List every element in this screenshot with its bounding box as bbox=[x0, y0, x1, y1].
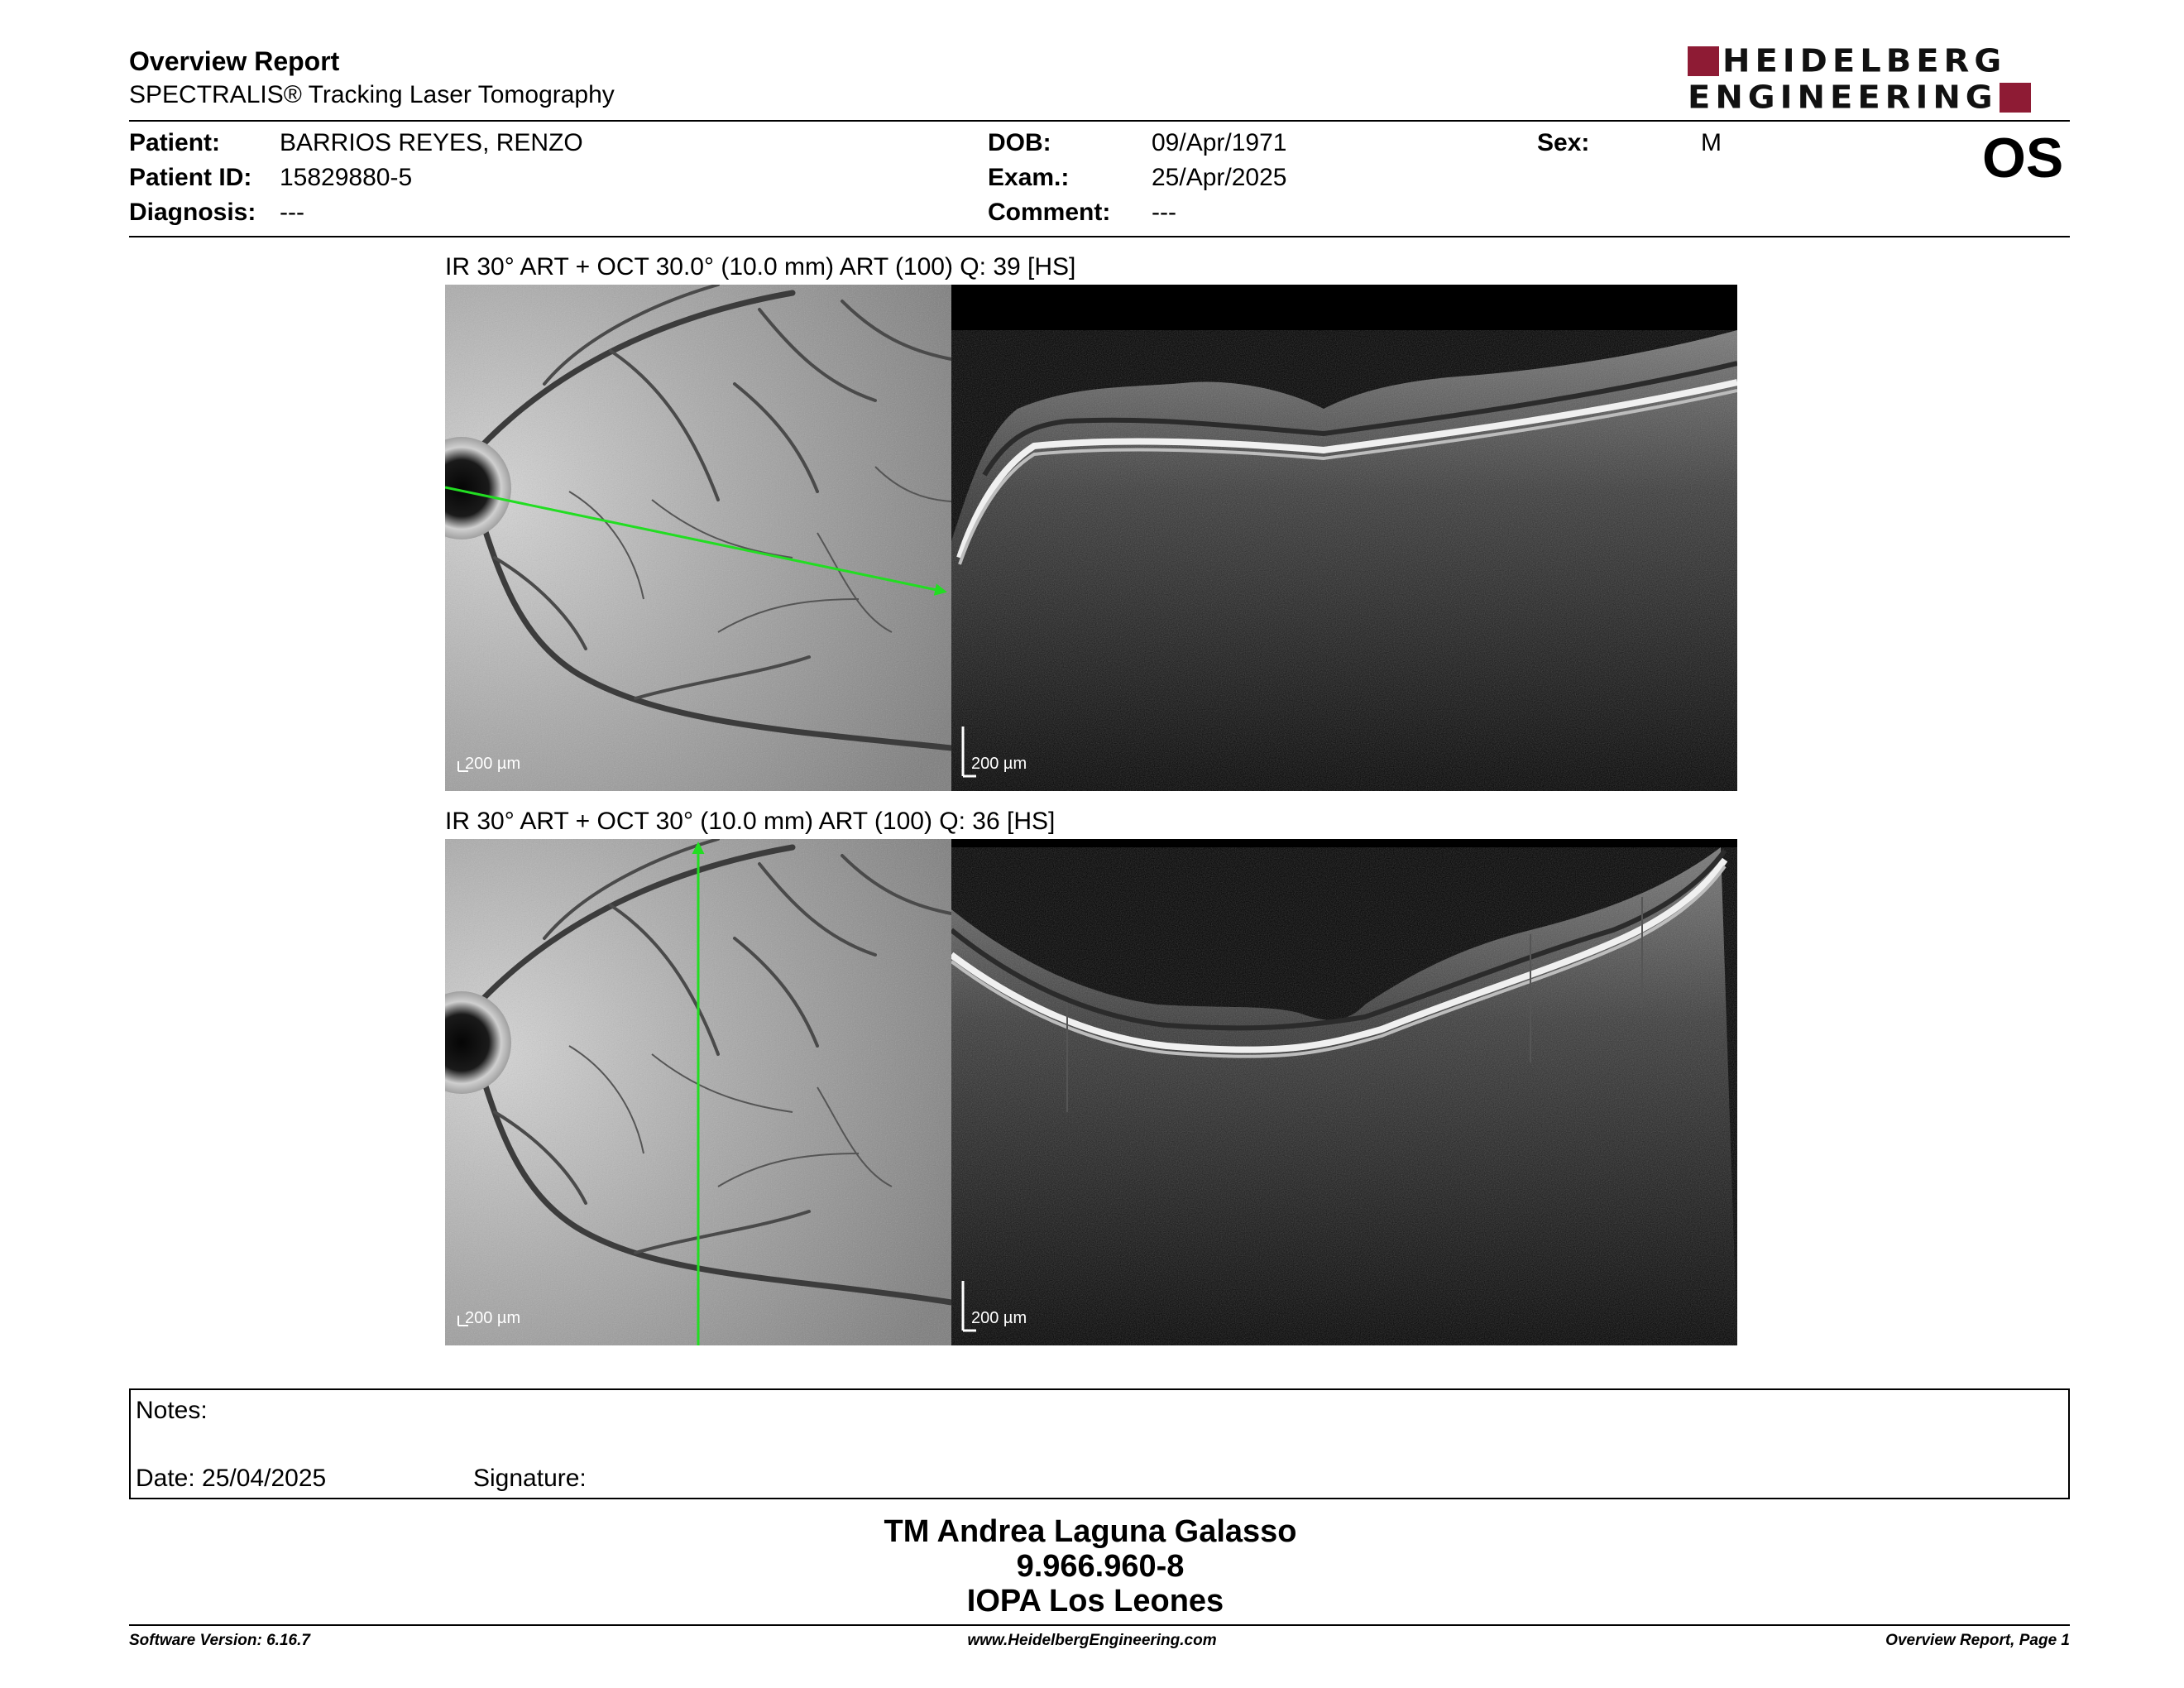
report-title: Overview Report bbox=[129, 46, 340, 76]
logo-line-1: HEIDELBERG bbox=[1722, 43, 2007, 79]
signatory-institution: IOPA Los Leones bbox=[966, 1584, 1224, 1618]
software-version: Software Version: 6.16.7 bbox=[129, 1632, 310, 1649]
dob-label: DOB: bbox=[988, 129, 1051, 156]
patient-name: BARRIOS REYES, RENZO bbox=[280, 129, 583, 156]
scan-1-oct-image[interactable] bbox=[951, 285, 1737, 791]
signature-label: Signature: bbox=[473, 1465, 587, 1492]
sex-value: M bbox=[1701, 129, 1722, 156]
scan-1-oct-scale: 200 µm bbox=[971, 755, 1027, 773]
signatory-id: 9.966.960-8 bbox=[1016, 1549, 1185, 1584]
scan-2-fundus-scale: 200 µm bbox=[465, 1309, 521, 1327]
info-divider bbox=[129, 236, 2070, 237]
report-subtitle: SPECTRALIS® Tracking Laser Tomography bbox=[129, 81, 615, 108]
notes-label: Notes: bbox=[136, 1397, 208, 1424]
patient-label: Patient: bbox=[129, 129, 221, 156]
scan-2-oct-image[interactable] bbox=[951, 839, 1737, 1345]
eye-indicator: OS bbox=[1982, 127, 2064, 189]
patient-id: 15829880-5 bbox=[280, 164, 413, 191]
comment-label: Comment: bbox=[988, 199, 1111, 226]
notes-box[interactable] bbox=[129, 1388, 2070, 1499]
scan-2-caption: IR 30° ART + OCT 30° (10.0 mm) ART (100) Q: 36 [HS] bbox=[445, 808, 1056, 835]
patient-id-label: Patient ID: bbox=[129, 164, 252, 191]
page-indicator: Overview Report, Page 1 bbox=[1885, 1632, 2070, 1649]
footer-divider bbox=[129, 1624, 2070, 1626]
header-divider bbox=[129, 120, 2070, 122]
logo-square-icon bbox=[2000, 83, 2031, 113]
scan-2-fundus-image[interactable] bbox=[445, 839, 951, 1345]
scan-1-caption: IR 30° ART + OCT 30.0° (10.0 mm) ART (100) Q: 39 [HS] bbox=[445, 253, 1076, 281]
heidelberg-logo bbox=[1688, 45, 2068, 119]
diagnosis-label: Diagnosis: bbox=[129, 199, 256, 226]
scan-1-fundus-image[interactable] bbox=[445, 285, 951, 791]
notes-date: Date: 25/04/2025 bbox=[136, 1465, 327, 1492]
exam-label: Exam.: bbox=[988, 164, 1070, 191]
scan-1-fundus-scale: 200 µm bbox=[465, 755, 521, 773]
comment-value: --- bbox=[1152, 199, 1176, 226]
diagnosis-value: --- bbox=[280, 199, 304, 226]
logo-line-2: ENGINEERING bbox=[1688, 79, 1998, 116]
exam-value: 25/Apr/2025 bbox=[1152, 164, 1287, 191]
signatory-name: TM Andrea Laguna Galasso bbox=[884, 1514, 1297, 1549]
dob-value: 09/Apr/1971 bbox=[1152, 129, 1287, 156]
website-link[interactable]: www.HeidelbergEngineering.com bbox=[967, 1632, 1217, 1649]
scan-2-oct-scale: 200 µm bbox=[971, 1309, 1027, 1327]
sex-label: Sex: bbox=[1537, 129, 1590, 156]
logo-square-icon bbox=[1688, 46, 1719, 76]
